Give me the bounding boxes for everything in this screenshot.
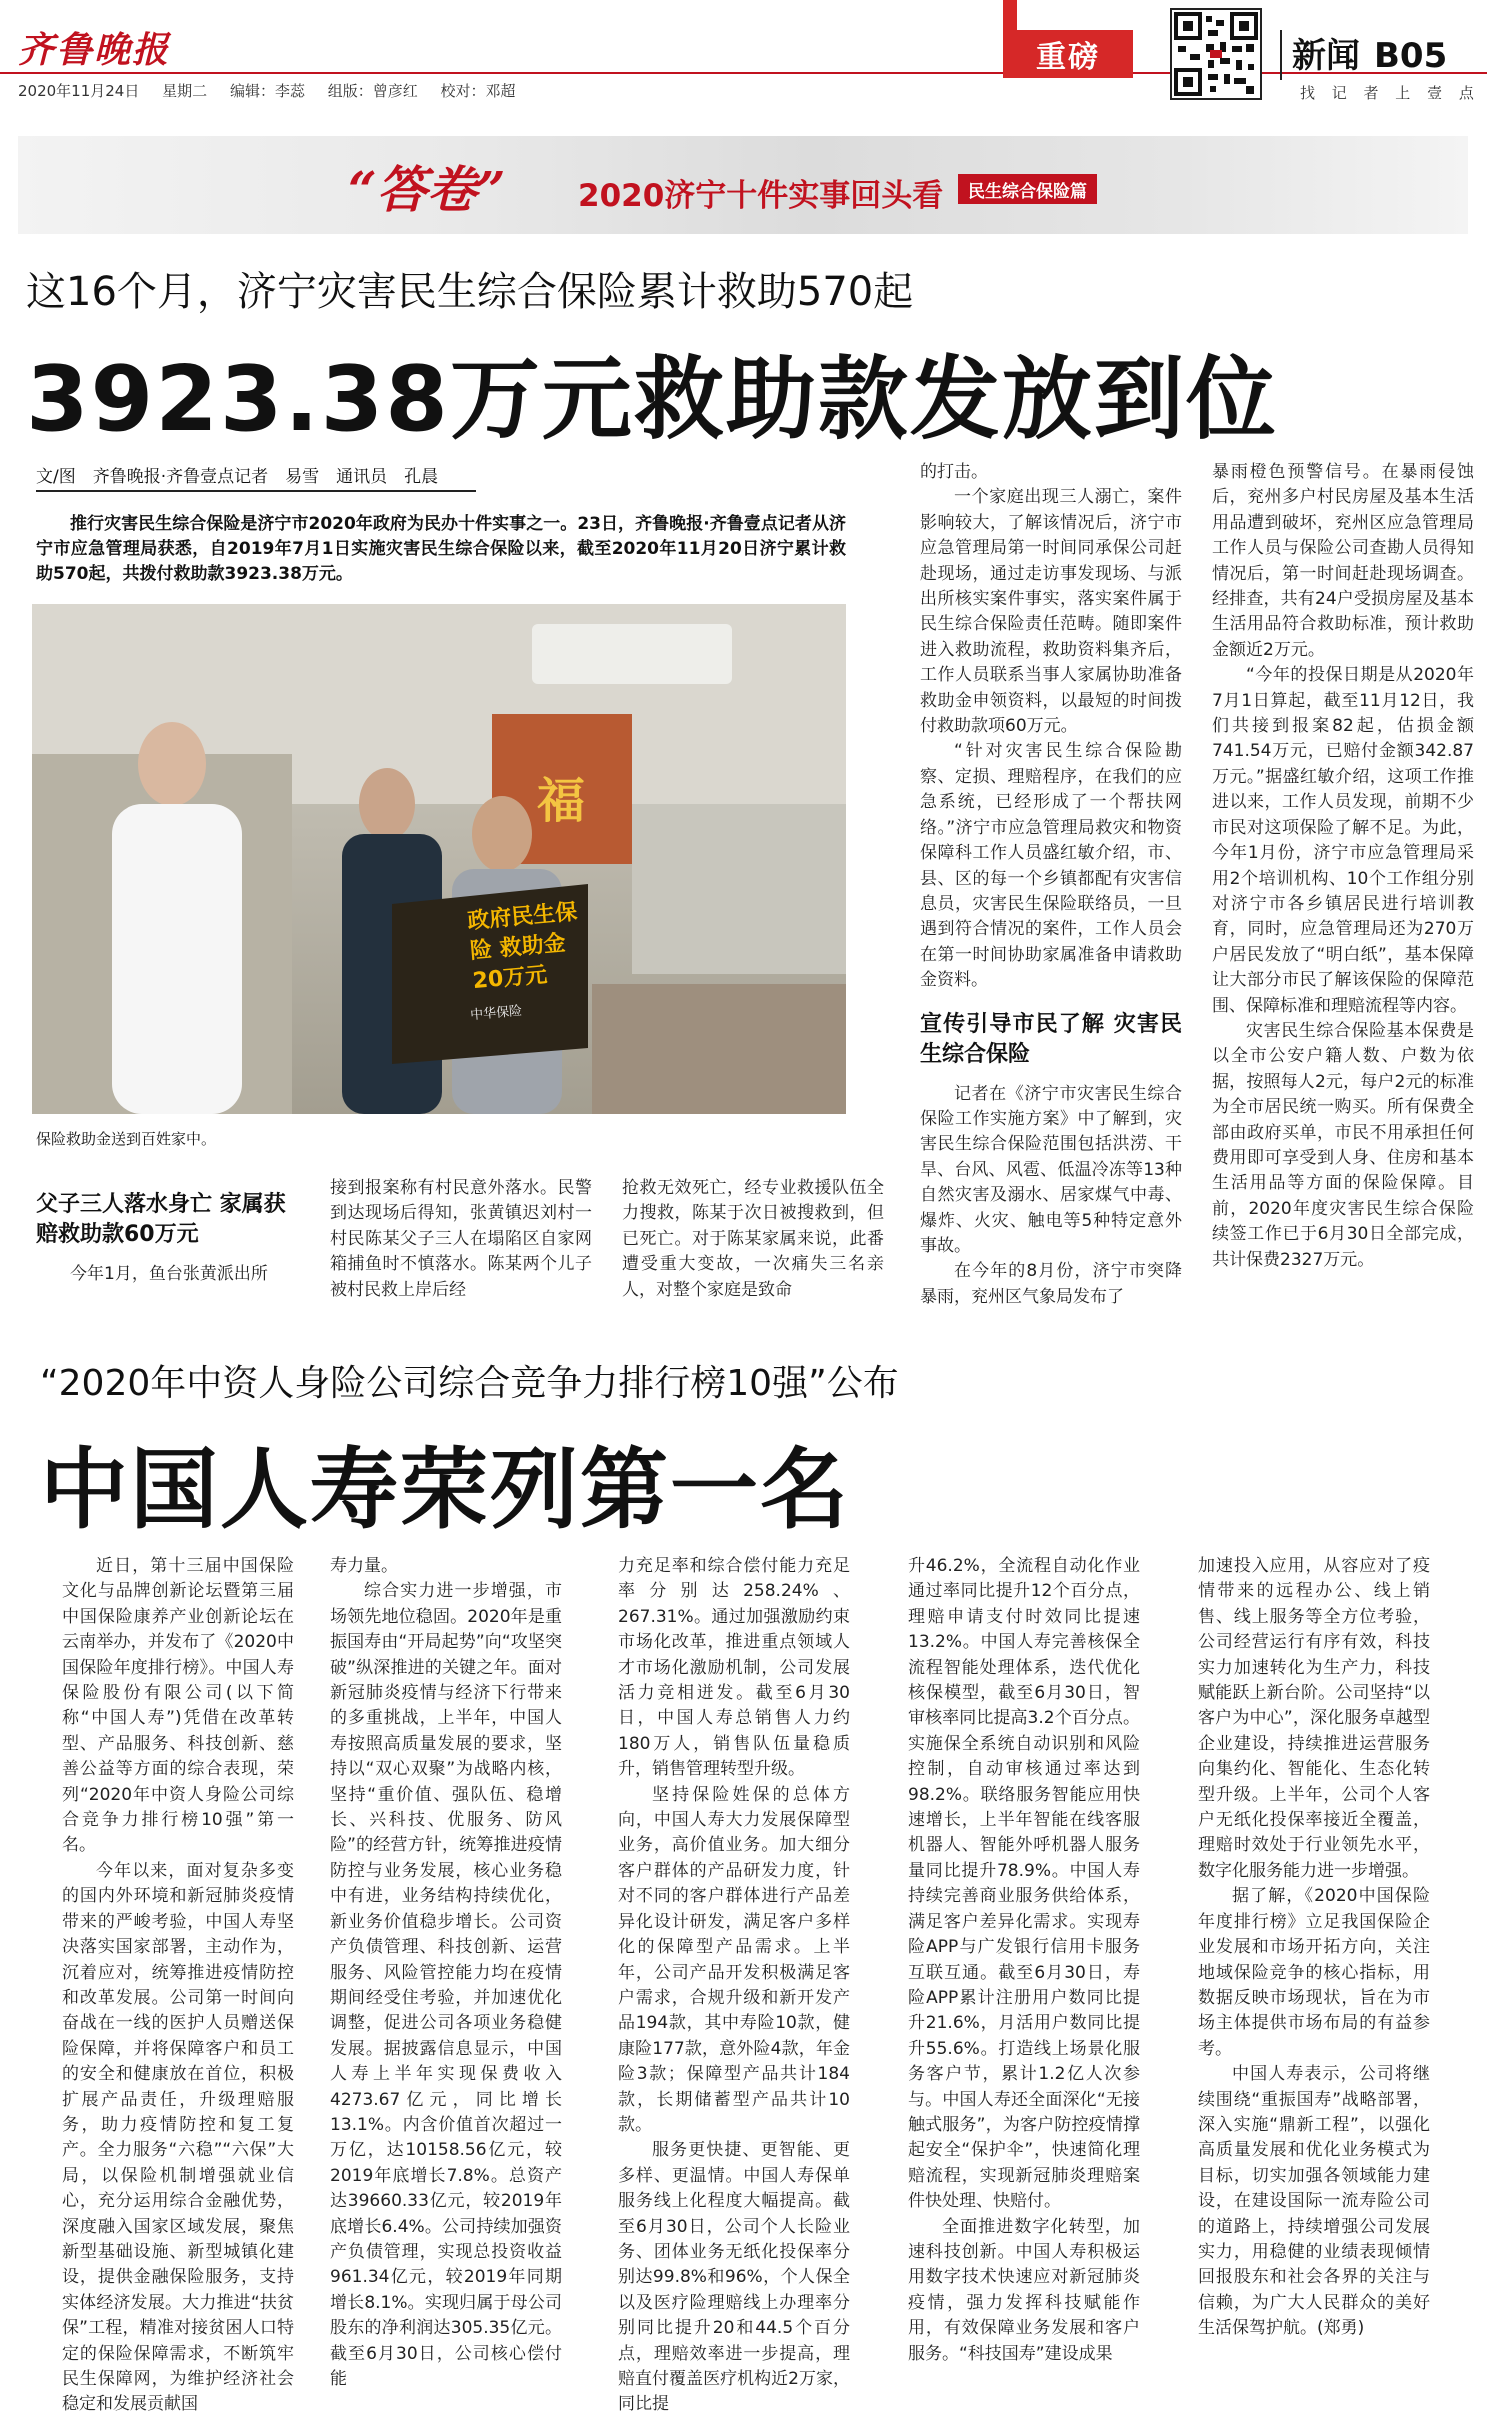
story2-col2 bbox=[330, 1554, 562, 2392]
story2-col4 bbox=[908, 1554, 1140, 2367]
issue-meta bbox=[18, 80, 534, 101]
col5-p3: 灾害民生综合保险基本保费是以全市公安户籍人数、户数为依据，按照每人2元，每户2元的标准为全市居民统一购买。所有保费全部由政府买单，市民不用承担任何费用即可享受到人身、住房和基本生活用品等方面的保险保障。目前，2020年度灾害民生综合保险续签工作已于6月30日全部完成，共计保费2327万元。 bbox=[1212, 1020, 1474, 1270]
s2-c3-p1: 坚持保险姓保的总体方向，中国人寿大力发展保障型业务，高价值业务。加大细分客户群体的产品研发力度，针对不同的客户群体进行产品差异化设计研发，满足客户多样化的保障型产品需求。上半年，公司产品开发积极满足客户需求，合规升级和新开发产品194款，其中寿险10款，健康险177款，意外险4款，年金险3款；保障型产品共计184款，长期储蓄型产品共计10款。 bbox=[618, 1784, 850, 2135]
story1-col4 bbox=[920, 460, 1182, 1310]
banner-quote: “答卷” bbox=[348, 160, 506, 219]
issue-weekday: 星期二 bbox=[162, 82, 208, 100]
s2-c2-p1: 综合实力进一步增强，市场领先地位稳固。2020年是重振国寿由“开局起势”向“攻坚突破”纵深推进的关键之年。面对新冠肺炎疫情与经济下行带来的多重挑战，上半年，中国人寿按照高质量发展的要求，坚持以“双心双聚”为战略内核，坚持“重价值、强队伍、稳增长、兴科技、优服务、防风险”的经营方针，统筹推进疫情防控与业务发展，核心业务稳中有进，业务结构持续优化，新业务价值稳步增长。公司资产负债管理、科技创新、运营服务、风险管控能力均在疫情期间经受住考验，并加速优化调整，促进公司各项业务稳健发展。据披露信息显示，中国人寿上半年实现保费收入4273.67亿元，同比增长13.1%。内含价值首次超过一万亿，达10158.56亿元，较2019年底增长7.8%。总资产达39660.33亿元，较2019年底增长6.4%。公司持续加强资产负债管理，实现总投资收益961.34亿元，较2019年同期增长8.1%。实现归属于母公司股东的净利润达305.35亿元。截至6月30日，公司核心偿付能 bbox=[330, 1581, 562, 2389]
col4-p3: “针对灾害民生综合保险勘察、定损、理赔程序，在我们的应急系统，已经形成了一个帮扶网络。”济宁市应急管理局救灾和物资保障科工作人员盛红敏介绍，市、县、区的每一个乡镇都配有灾害信息员，灾害民生保险联络员，一旦遇到符合情况的案件，工作人员会在第一时间协助家属准备申请救助金资料。 bbox=[920, 741, 1182, 991]
s2-c3-p0: 力充足率和综合偿付能力充足率分别达258.24%、267.31%。通过加强激励约束市场化改革，推进重点领域人才市场化激励机制，公司发展活力竞相迸发。截至6月30日，中国人寿总销售人力约180万人，销售队伍量稳质升，销售管理转型升级。 bbox=[618, 1556, 850, 1780]
col4-p2: 一个家庭出现三人溺亡，案件影响较大，了解该情况后，济宁市应急管理局第一时间同承保公司赶赴现场，通过走访事发现场、与派出所核实案件事实，落实案件属于民生综合保险责任范畴。随即案件进入救助流程，救助资料集齐后，工作人员联系当事人家属协助准备救助金申领资料，以最短的时间拨付救助款项60万元。 bbox=[920, 487, 1182, 737]
col5-p1: 暴雨橙色预警信号。在暴雨侵蚀后，兖州多户村民房屋及基本生活用品遭到破坏，兖州区应急管理局工作人员与保险公司查勘人员得知情况后，第一时间赶赴现场调查。经排查，共有24户受损房屋及基本生活用品符合救助标准，预计救助金额近2万元。 bbox=[1212, 462, 1474, 660]
story1-headline: 3923.38万元救助款发放到位 bbox=[26, 347, 1278, 452]
s2-c1-p1: 近日，第十三届中国保险文化与品牌创新论坛暨第三届中国保险康养产业创新论坛在云南举办，并发布了《2020中国保险年度排行榜》。中国人寿保险股份有限公司(以下简称“中国人寿”)凭借在改革转型、产品服务、科技创新、慈善公益等方面的综合表现，荣列“2020年中资人身险公司综合竞争力排行榜10强”第一名。 bbox=[62, 1556, 294, 1856]
story1-subhead-1: 父子三人落水身亡 家属获赔救助款60万元 bbox=[36, 1192, 286, 1247]
s2-c5-p0: 加速投入应用，从容应对了疫情带来的远程办公、线上销售、线上服务等全方位考验，公司经营运行有序有效，科技实力加速转化为生产力，科技赋能跃上新台阶。公司坚持“以客户为中心”，深化服务卓越型企业建设，持续推进运营服务向集约化、智能化、生态化转型升级。上半年，公司个人客户无纸化投保率接近全覆盖，理赔时效处于行业领先水平，数字化服务能力进一步增强。 bbox=[1198, 1556, 1430, 1881]
story1-byline: 文/图 齐鲁晚报·齐鲁壹点记者 易雪 通讯员 孔晨 bbox=[36, 467, 439, 487]
photo-sign-brand: 中华保险 bbox=[469, 1003, 523, 1024]
section-divider bbox=[1280, 30, 1282, 80]
col4-p1: 的打击。 bbox=[920, 462, 988, 482]
story1-subhead-2: 宣传引导市民了解 灾害民生综合保险 bbox=[920, 1011, 1182, 1067]
col4-p5: 在今年的8月份，济宁市突降暴雨，兖州区气象局发布了 bbox=[920, 1261, 1182, 1307]
s2-c4-p1: 全面推进数字化转型，加速科技创新。中国人寿积极运用数字技术快速应对新冠肺炎疫情，强力发挥科技赋能作用，有效保障业务发展和客户服务。“科技国寿”建设成果 bbox=[908, 2216, 1140, 2364]
lead-paragraph: 推行灾害民生综合保险是济宁市2020年政府为民办十件实事之一。23日，齐鲁晚报·齐鲁壹点记者从济宁市应急管理局获悉，自2019年7月1日实施灾害民生综合保险以来，截至2020年11月20日济宁累计救助570起，共拨付救助款3923.38万元。 bbox=[36, 514, 846, 584]
col2-paragraph: 接到报案称有村民意外落水。民警到达现场后得知，张黄镇迟刘村一村民陈某父子三人在塌陷区自家网箱捕鱼时不慎落水。陈某两个儿子被村民救上岸后经 bbox=[330, 1178, 592, 1300]
s2-c5-p1: 据了解，《2020中国保险年度排行榜》立足我国保险企业发展和市场开拓方向，关注地域保险竞争的核心指标，用数据反映市场现状，旨在为市场主体提供市场布局的有益参考。 bbox=[1198, 1886, 1430, 2059]
banner-title: 2020济宁十件实事回头看 bbox=[578, 178, 944, 214]
banner-tag: 民生综合保险篇 bbox=[958, 174, 1097, 204]
page-number: B05 bbox=[1374, 36, 1448, 76]
col1-paragraph: 今年1月，鱼台张黄派出所 bbox=[70, 1264, 268, 1284]
story2-col1 bbox=[62, 1554, 294, 2418]
proof-credit: 校对：邓超 bbox=[440, 82, 516, 100]
byline-rule bbox=[36, 490, 476, 492]
news-photo bbox=[32, 604, 846, 1114]
story2-subtitle: “2020年中资人身险公司综合竞争力排行榜10强”公布 bbox=[40, 1363, 899, 1404]
section-badge: 重磅 bbox=[1003, 30, 1133, 78]
story1-col2 bbox=[330, 1176, 592, 1303]
badge-tail bbox=[1003, 0, 1017, 30]
editor-credit: 编辑：李蕊 bbox=[229, 82, 305, 100]
s2-c4-p0: 升46.2%，全流程自动化作业通过率同比提升12个百分点，理赔申请支付时效同比提速13.2%。中国人寿完善核保全流程智能处理体系，迭代优化核保模型，截至6月30日，智审核率同比提高3.2个百分点。实施保全系统自动识别和风险控制，自动审核通过率达到98.2%。联络服务智能应用快速增长，上半年智能在线客服机器人、智能外呼机器人服务量同比提升78.9%。中国人寿持续完善商业服务供给体系，满足客户差异化需求。实现寿险APP与广发银行信用卡服务互联互通。截至6月30日，寿险APP累计注册用户数同比提升21.6%，月活用户数同比提升55.6%。打造线上场景化服务客户节，累计1.2亿人次参与。中国人寿还全面深化“无接触式服务”，为客户防控疫情撑起安全“保护伞”，快速简化理赔流程，实现新冠肺炎理赔案件快处理、快赔付。 bbox=[908, 1556, 1140, 2212]
photo-fu: 福 bbox=[537, 773, 586, 829]
story2-col5 bbox=[1198, 1554, 1430, 2342]
story1-lead bbox=[36, 512, 846, 587]
story2-col3 bbox=[618, 1554, 850, 2418]
s2-c5-p2: 中国人寿表示，公司将继续围绕“重振国寿”战略部署，深入实施“鼎新工程”，以强化高质量发展和优化业务模式为目标，切实加强各领域能力建设，在建设国际一流寿险公司的道路上，持续增强公司发展实力，用稳健的业绩表现倾情回报股东和社会各界的关注与信赖，为广大人民群众的美好生活保驾护航。(郑勇) bbox=[1198, 2064, 1430, 2339]
s2-c3-p2: 服务更快捷、更智能、更多样、更温情。中国人寿保单服务线上化程度大幅提高。截至6月30日，公司个人长险业务、团体业务无纸化投保率分别达99.8%和96%，个人保全以及医疗险理赔线上办理率分别同比提升20和44.5个百分点，理赔效率进一步提高，理赔直付覆盖医疗机构近2万家，同比提 bbox=[618, 2140, 850, 2415]
story1-col5 bbox=[1212, 460, 1474, 1273]
section-subline: 找 记 者 上 壹 点 bbox=[1300, 84, 1480, 102]
story1-subtitle: 这16个月，济宁灾害民生综合保险累计救助570起 bbox=[26, 269, 914, 315]
masthead-rule bbox=[0, 72, 1487, 74]
qr-code-icon[interactable] bbox=[1170, 8, 1262, 100]
layout-credit: 组版：曾彦红 bbox=[327, 82, 418, 100]
col3-paragraph: 抢救无效死亡，经专业救援队伍全力搜救，陈某于次日被搜救到，但已死亡。对于陈某家属来说，此番遭受重大变故，一次痛失三名亲人，对整个家庭是致命 bbox=[622, 1178, 884, 1300]
story1-col1 bbox=[36, 1262, 298, 1287]
story2-headline: 中国人寿荣列第一名 bbox=[40, 1438, 851, 1541]
story1-col3 bbox=[622, 1176, 884, 1303]
issue-date: 2020年11月24日 bbox=[18, 82, 140, 100]
newspaper-logo: 齐鲁晚报 bbox=[18, 29, 171, 71]
s2-c2-p0: 寿力量。 bbox=[330, 1556, 398, 1576]
col5-p2: “今年的投保日期是从2020年7月1日算起，截至11月12日，我们共接到报案82起，估损金额741.54万元，已赔付金额342.87万元。”据盛红敏介绍，这项工作推进以来，工作人员发现，前期不少市民对这项保险了解不足。为此，今年1月份，济宁市应急管理局采用2个培训机构、10个工作组分别对济宁市各乡镇居民进行培训教育，同时，应急管理局还为270万户居民发放了“明白纸”，基本保障让大部分市民了解该保险的保障范围、保障标准和理赔流程等内容。 bbox=[1212, 665, 1474, 1016]
section-name: 新闻 bbox=[1292, 36, 1360, 76]
col4-p4: 记者在《济宁市灾害民生综合保险工作实施方案》中了解到，灾害民生综合保险范围包括洪涝、干旱、台风、风雹、低温冷冻等13种自然灾害及溺水、居家煤气中毒、爆炸、火灾、触电等5种特定意外事故。 bbox=[920, 1083, 1182, 1256]
photo-sign-text: 政府民生保险 救助金20万元 bbox=[466, 899, 579, 995]
section-label bbox=[1292, 28, 1447, 77]
photo-caption: 保险救助金送到百姓家中。 bbox=[36, 1130, 217, 1148]
s2-c1-p2: 今年以来，面对复杂多变的国内外环境和新冠肺炎疫情带来的严峻考验，中国人寿坚决落实国家部署，主动作为，沉着应对，统筹推进疫情防控和改革发展。公司第一时间向奋战在一线的医护人员赠送保险保障，并将保障客户和员工的安全和健康放在首位，积极扩展产品责任，升级理赔服务，助力疫情防控和复工复产。全力服务“六稳”“六保”大局，以保险机制增强就业信心，充分运用综合金融优势，深度融入国家区域发展，聚焦新型基础设施、新型城镇化建设，提供金融保险服务，支持实体经济发展。大力推进“扶贫保”工程，精准对接贫困人口特定的保险保障需求，不断筑牢民生保障网，为维护经济社会稳定和发展贡献国 bbox=[62, 1860, 294, 2415]
